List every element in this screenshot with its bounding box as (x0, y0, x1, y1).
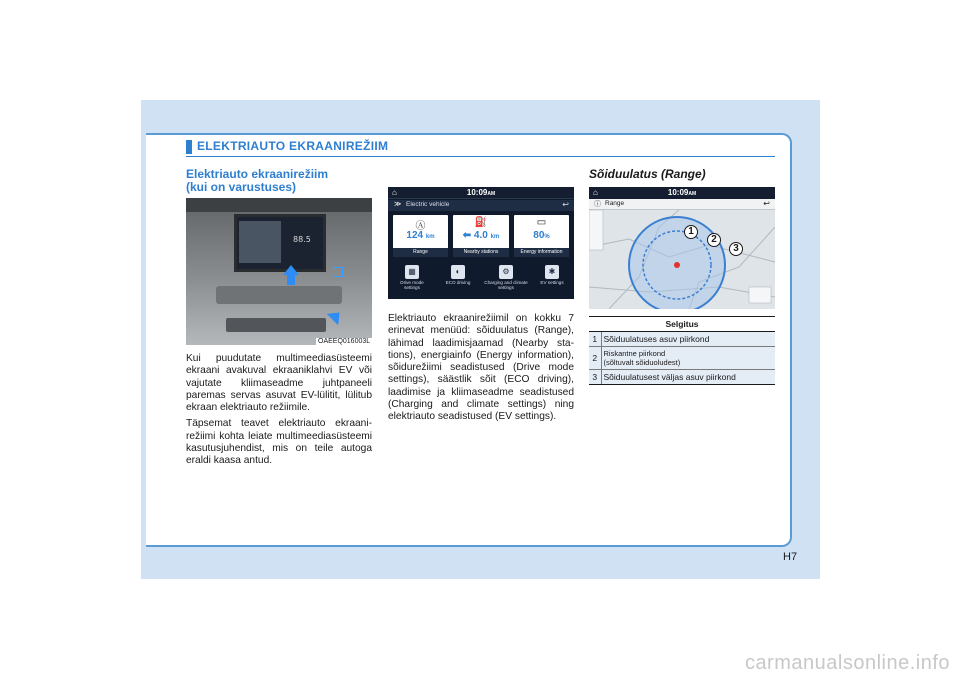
legend-header-row (589, 317, 775, 332)
section-marker (186, 140, 192, 154)
cd-slot (226, 318, 326, 332)
section-title: ELEKTRIAUTO EKRAANIREŽIIM (197, 139, 389, 153)
left-heading-line1: Elektriauto ekraanirežiim (186, 167, 329, 181)
range-screen-title: Range (605, 200, 625, 207)
legend-row: 3 Sõiduulatusest väljas asuv piirkond (589, 370, 775, 385)
ev-screen (388, 187, 574, 299)
climate-panel (216, 286, 342, 304)
charging-climate-icon: ⚙ (499, 265, 513, 279)
page-number: H7 (783, 551, 798, 563)
left-heading-line2: (kui on varustuses) (186, 180, 297, 194)
dashboard-top (186, 198, 372, 212)
charging-climate-button[interactable]: ⚙ Charging and climate settings (484, 267, 528, 290)
tile-energy-information[interactable]: ▭ 80% Energy information (514, 215, 569, 257)
photo-screen (234, 214, 326, 272)
back-icon[interactable]: ↩ (562, 200, 569, 209)
left-paragraph-2: Täpsemat teavet elektriauto ekraanirežiimi kohta leiate multimeediasüsteemi kasutusjuhendist, mis on teile autoga eraldi kaasa antud. (186, 418, 372, 467)
range-heading: Sõiduulatus (Range) (589, 167, 706, 181)
badge-2: 2 (707, 233, 721, 247)
current-position (674, 262, 680, 268)
legend-table (589, 316, 775, 385)
section-rule (186, 156, 775, 157)
left-heading (186, 168, 328, 194)
legend-row: 1 Sõiduulatuses asuv piirkond (589, 332, 775, 347)
middle-body (388, 313, 574, 428)
middle-paragraph: Elektriauto ekraanirežiimil on kokku 7 erinevat menüüd: sõiduulatus (Range), lähimad laadimisjaamad (Nearby stations), energiainfo (Energy information), sõidurežiimi seadistused (Drive mode settings), säästlik sõit (ECO driving), laadimise ja kliimaseadme seadistused (Charging and climate settings) ning elektriauto seadistused (EV settings). (388, 313, 574, 423)
eco-icon: ◐ (451, 265, 465, 279)
arrow-screen-stem (287, 275, 295, 285)
drive-mode-settings-button[interactable]: ▦ Drive mode settings (400, 267, 424, 290)
drive-mode-icon: ▦ (405, 265, 419, 279)
photo-code: OAEEQ016003L (318, 338, 371, 345)
eco-driving-button[interactable]: ◐ ECO driving (445, 267, 471, 285)
legend-header: Selgitus (589, 317, 775, 332)
range-screen-statusbar (589, 187, 775, 199)
left-paragraph-1: Kui puudutate multimeediasüsteemi ekraani avakuval ekraaniklahvi EV või vajutate kliimaseadme juhtpaneeli paremas servas asuvat EV-lülitit, lülitub ekraan elektriauto režiimile. (186, 353, 372, 414)
badge-3: 3 (729, 242, 743, 256)
range-screen-titlebar (589, 199, 775, 210)
home-icon[interactable]: ⌂ (593, 188, 598, 197)
photo-speed: 88.5 (293, 235, 311, 244)
ev-screen-time: 10:09AM (466, 188, 496, 197)
left-body (186, 353, 372, 472)
ev-key-highlight (333, 267, 343, 277)
range-screen (589, 187, 775, 309)
home-icon[interactable]: ⌂ (392, 188, 397, 197)
ev-screen-titlebar (388, 200, 574, 211)
photo-map (239, 221, 281, 263)
charging-station-icon: ⛽ (474, 217, 488, 228)
back-icon[interactable]: ↩ (763, 199, 770, 208)
map-controls (589, 210, 603, 250)
watermark: carmanualsonline.info (744, 652, 950, 674)
legend-row: 2 Riskantne piirkond (sõltuvalt sõiduoludest) (589, 347, 775, 370)
ev-settings-button[interactable]: ✱ EV settings (540, 267, 564, 285)
dashboard-photo (186, 198, 372, 345)
tile-range-label: Range (393, 248, 448, 257)
map-option-button (749, 287, 771, 303)
tile-nearby-stations[interactable]: ⛽ ⬅ 4.0 km Nearby stations (453, 215, 509, 257)
badge-1: 1 (684, 225, 698, 239)
range-screen-time: 10:09AM (667, 188, 697, 197)
tile-range[interactable]: Ⓐ 124 km Range (393, 215, 448, 257)
ev-screen-statusbar (388, 187, 574, 199)
menu-chevron-icon: ≫ (394, 201, 402, 208)
tile-energy-label: Energy information (514, 248, 569, 257)
ev-settings-icon: ✱ (545, 265, 559, 279)
tile-nearby-label: Nearby stations (453, 248, 509, 257)
info-icon: ⓘ (594, 201, 601, 208)
range-icon: Ⓐ (415, 221, 426, 232)
arrow-screen-icon (283, 265, 299, 275)
ev-screen-title: Electric vehicle (406, 201, 450, 208)
battery-icon: ▭ (536, 217, 547, 228)
